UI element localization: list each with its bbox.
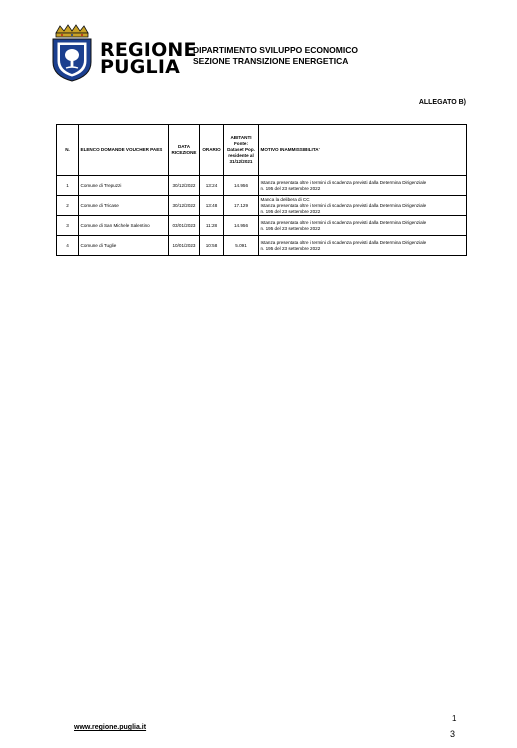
cell-comune: Comune di Trepuzzi (79, 176, 169, 196)
cell-data: 10/01/2023 (169, 236, 200, 256)
cell-motivo (259, 236, 467, 256)
cell-comune: Comune di San Michele Salentino (79, 216, 169, 236)
cell-abitanti: 14.956 (224, 176, 259, 196)
cell-orario: 13:24 (200, 176, 224, 196)
cell-comune: Comune di Tuglie (79, 236, 169, 256)
cell-abitanti: 17.129 (224, 196, 259, 216)
cell-motivo (259, 196, 467, 216)
cell-abitanti: 5.091 (224, 236, 259, 256)
cell-abitanti: 14.956 (224, 216, 259, 236)
cell-orario: 13:48 (200, 196, 224, 216)
cell-comune: Comune di Tricase (79, 196, 169, 216)
header-motivo: MOTIVO INAMMISSIBILITA' (259, 125, 467, 176)
cell-data: 30/12/2022 (169, 196, 200, 216)
header-data-ricezione: DATA RICEZIONE (169, 125, 200, 176)
cell-motivo (259, 216, 467, 236)
page-number-small: 1 (452, 714, 457, 723)
table-row (57, 236, 467, 256)
department-heading (193, 45, 358, 67)
table-header-row (57, 125, 467, 176)
cell-data: 03/01/2023 (169, 216, 200, 236)
brand-line-2: PUGLIA (100, 56, 181, 78)
motivo-line: n. 195 del 23 settembre 2022 (260, 225, 321, 231)
table-row (57, 216, 467, 236)
cell-n: 3 (57, 216, 79, 236)
cell-orario: 10:58 (200, 236, 224, 256)
cell-n: 1 (57, 176, 79, 196)
applications-table (56, 124, 467, 256)
motivo-line: Istanza presentata oltre i termini di scadenza previsti dalla Determina Dirigenziale (260, 239, 427, 245)
brand-line-1: REGIONE (100, 39, 197, 61)
cell-n: 2 (57, 196, 79, 216)
cell-motivo (259, 176, 467, 196)
motivo-line: n. 195 del 23 settembre 2022 (260, 245, 321, 251)
motivo-line: Istanza presentata oltre i termini di scadenza previsti dalla Determina Dirigenziale (260, 179, 427, 185)
website-link[interactable]: www.regione.puglia.it (74, 724, 147, 731)
header-abitanti: ABITANTI Fonte: Dataset Pop. residente al 31/12/2021 (224, 125, 259, 176)
table-row (57, 196, 467, 216)
header-orario: ORARIO (200, 125, 224, 176)
section-name: SEZIONE TRANSIZIONE ENERGETICA (193, 56, 349, 66)
motivo-line: n. 195 del 23 settembre 2022 (260, 185, 321, 191)
department-name: DIPARTIMENTO SVILUPPO ECONOMICO (193, 45, 358, 55)
attachment-label: ALLEGATO B) (418, 99, 466, 106)
motivo-line: n. 195 del 23 settembre 2022 (260, 208, 321, 214)
header-elenco: ELENCO DOMANDE VOUCHER PAES (79, 125, 169, 176)
table-row (57, 176, 467, 196)
motivo-line: Manca la delibera di CC (260, 196, 310, 202)
cell-data: 30/12/2022 (169, 176, 200, 196)
motivo-line: Istanza presentata oltre i termini di scadenza previsti dalla Determina Dirigenziale (260, 219, 427, 225)
regione-puglia-crest-icon (50, 24, 94, 82)
cell-orario: 11:28 (200, 216, 224, 236)
brand-name (100, 39, 197, 78)
motivo-line: Istanza presentata oltre i termini di scadenza previsti dalla Determina Dirigenziale (260, 202, 427, 208)
cell-n: 4 (57, 236, 79, 256)
header-n: N. (57, 125, 79, 176)
page-number: 3 (450, 729, 456, 739)
